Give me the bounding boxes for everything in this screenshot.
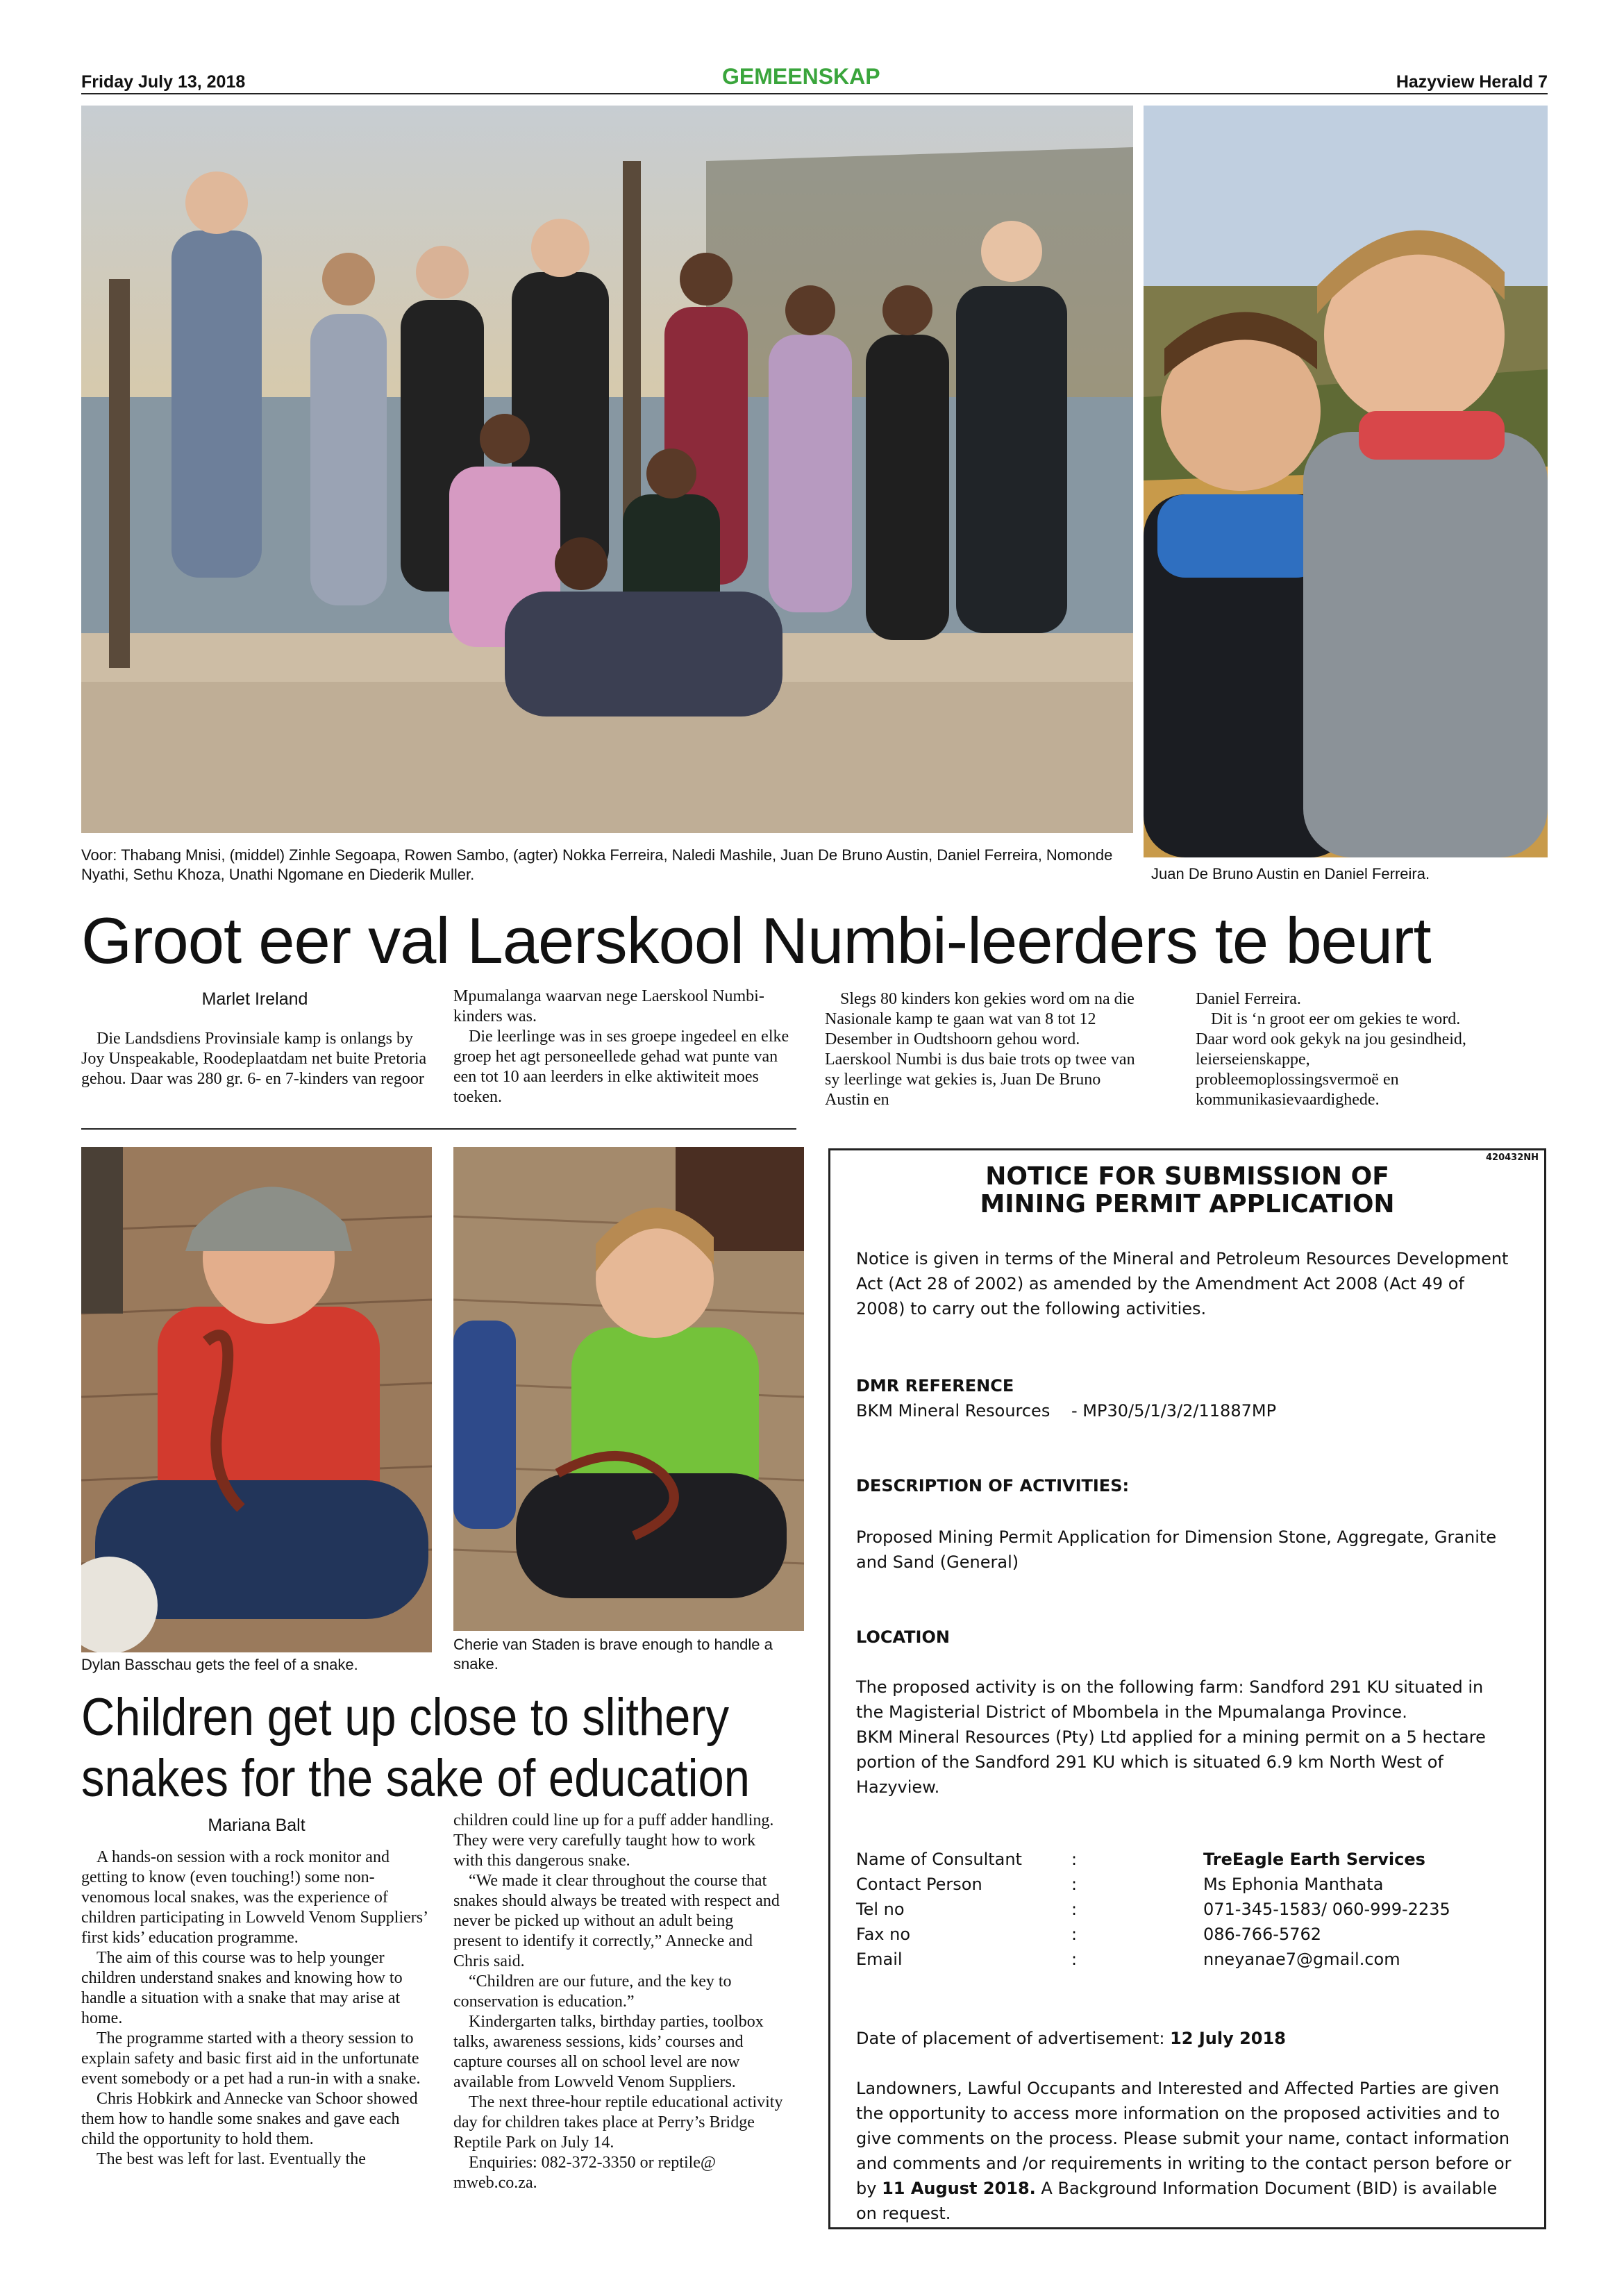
- contact-sep: :: [1071, 1925, 1078, 1944]
- contact-row-tel: [856, 1897, 1523, 1922]
- paragraph: The aim of this course was to help younger children understand snakes and knowing how to handle a situation with a snake that may arise at home.: [81, 1949, 403, 2027]
- contact-label: Fax no: [856, 1925, 911, 1944]
- location-heading: LOCATION: [856, 1627, 950, 1647]
- location-text-1: The proposed activity is on the following farm: Sandford 291 KU situated in the Magisterial District of Mbombela in the Mpumalanga Province.: [856, 1677, 1484, 1722]
- contact-row-email: [856, 1947, 1523, 1972]
- closing-date: 11 August 2018.: [882, 2179, 1036, 2198]
- paragraph: Daniel Ferreira.: [1196, 990, 1301, 1008]
- location-text-2: BKM Mineral Resources (Pty) Ltd applied for a mining permit on a 5 hectare portion of the Sandford 291 KU which is situated 6.9 km North West of Hazyview.: [856, 1727, 1486, 1797]
- description-heading: DESCRIPTION OF ACTIVITIES:: [856, 1476, 1130, 1495]
- story2-byline: Mariana Balt: [208, 1816, 305, 1835]
- cherie-snake-photo: [453, 1147, 804, 1631]
- contact-sep: :: [1071, 1875, 1078, 1894]
- boys-photo-caption: Juan De Bruno Austin en Daniel Ferreira.: [1151, 865, 1430, 882]
- contact-value: Ms Ephonia Manthata: [1203, 1875, 1384, 1894]
- paragraph: The programme started with a theory session to explain safety and basic first aid in the unfortunate event somebody or a pet had a run-in with a snake.: [81, 2029, 421, 2088]
- closing-tail: A Background Information Document (BID) is available on request.: [856, 2179, 1498, 2223]
- contact-row-person: [856, 1872, 1523, 1897]
- placement-date-label: Date of placement of advertisement:: [856, 2029, 1171, 2048]
- dylan-snake-photo: [81, 1147, 432, 1652]
- story1-col2: [453, 987, 804, 1107]
- notice-title: [828, 1163, 1546, 1218]
- description-text: Proposed Mining Permit Application for Dimension Stone, Aggregate, Granite and Sand (General): [856, 1527, 1497, 1572]
- paragraph: Die Landsdiens Provinsiale kamp is onlangs by Joy Unspeakable, Roodeplaatdam net buite Pretoria gehou. Daar was 280 gr. 6- en 7-kinders van regoor: [81, 1030, 427, 1088]
- paragraph: The best was left for last. Eventually the: [97, 2150, 366, 2168]
- contact-label: Email: [856, 1950, 903, 1969]
- paragraph: “We made it clear throughout the course that snakes should always be treated with respect and never be picked up without an adult being present to identify it correctly,” Annecke and Chris said.: [453, 1872, 780, 1970]
- contact-value: 071-345-1583/ 060-999-2235: [1203, 1900, 1450, 1919]
- notice-ref-code: 420432NH: [1486, 1153, 1539, 1163]
- contact-value[interactable]: nneyanae7@gmail.com: [1203, 1950, 1400, 1969]
- story1-col4: [1196, 989, 1487, 1110]
- story1-byline: Marlet Ireland: [201, 989, 308, 1009]
- contact-label: Name of Consultant: [856, 1850, 1022, 1869]
- paragraph: “Children are our future, and the key to conservation is education.”: [453, 1972, 732, 2011]
- story2-col2: [453, 1811, 783, 2193]
- placement-date: [856, 2026, 1516, 2051]
- story1-col1: [81, 1029, 428, 1089]
- paragraph: Kindergarten talks, birthday parties, toolbox talks, awareness sessions, kids’ courses and capture courses all on school level are now available from Lowveld Venom Suppliers.: [453, 2013, 764, 2091]
- boys-photo: [1144, 106, 1548, 857]
- paragraph: The next three-hour reptile educational activity day for children takes place at Perry’s Bridge Reptile Park on July 14.: [453, 2093, 783, 2152]
- contact-sep: :: [1071, 1900, 1078, 1919]
- dmr-heading: DMR REFERENCE: [856, 1376, 1014, 1396]
- dmr-reference: - MP30/5/1/3/2/11887MP: [1071, 1401, 1277, 1421]
- contact-label: Contact Person: [856, 1875, 982, 1894]
- cherie-caption: Cherie van Staden is brave enough to handle a snake.: [453, 1636, 773, 1673]
- notice-title-line1: NOTICE FOR SUBMISSION OF: [985, 1162, 1389, 1191]
- story-divider: [81, 1128, 796, 1130]
- paragraph: Dit is ‘n groot eer om gekies te word. Daar word ook gekyk na jou gesindheid, leierseienskappe, probleemoplossingsvermoë en kommunikasievaardighede.: [1196, 1010, 1466, 1109]
- paragraph: Mpumalanga waarvan nege Laerskool Numbi-kinders was.: [453, 987, 764, 1025]
- group-photo-caption: Voor: Thabang Mnisi, (middel) Zinhle Segoapa, Rowen Sambo, (agter) Nokka Ferreira, Naledi Mashile, Juan De Bruno Austin, Daniel Ferreira, Nomonde Nyathi, Sethu Khoza, Unathi Ngomane en Diederik Muller.: [81, 846, 1113, 883]
- header-rule: [81, 93, 1548, 94]
- contact-sep: :: [1071, 1850, 1078, 1869]
- notice-intro: Notice is given in terms of the Mineral and Petroleum Resources Development Act (Act 28 of 2002) as amended by the Amendment Act 2008 (Act 49 of 2008) to carry out the following activities.: [856, 1249, 1509, 1318]
- story1-col3: [825, 989, 1144, 1110]
- placement-date-value: 12 July 2018: [1170, 2029, 1286, 2048]
- dylan-caption: Dylan Basschau gets the feel of a snake.: [81, 1656, 358, 1673]
- story2-col1: [81, 1847, 432, 2170]
- contact-value: 086-766-5762: [1203, 1925, 1322, 1944]
- paragraph: children could line up for a puff adder handling. They were very carefully taught how to work with this dangerous snake.: [453, 1811, 774, 1870]
- contact-row-fax: [856, 1922, 1523, 1947]
- header-page: Hazyview Herald 7: [1396, 72, 1548, 92]
- contact-label: Tel no: [856, 1900, 905, 1919]
- location-text: [856, 1675, 1516, 1800]
- paragraph: Die leerlinge was in ses groepe ingedeel en elke groep het agt personeellede gehad wat punte van een tot 10 aan leerders in elke aktiwiteit moes toeken.: [453, 1028, 789, 1106]
- closing-body: Landowners, Lawful Occupants and Interested and Affected Parties are given the opportunity to access more information on the proposed activities and to give comments on the process. Please submit your name, contact information and comments and /or requirements in writing to the contact person before or by: [856, 2079, 1512, 2198]
- group-photo: [81, 106, 1133, 833]
- story2-headline: Children get up close to slithery snakes for the sake of education: [81, 1688, 750, 1808]
- paragraph: Chris Hobkirk and Annecke van Schoor showed them how to handle some snakes and gave each child the opportunity to hold them.: [81, 2090, 418, 2148]
- paragraph: Enquiries: 082-372-3350 or reptile@ mweb.co.za.: [453, 2154, 717, 2192]
- contact-sep: :: [1071, 1950, 1078, 1969]
- paragraph: Slegs 80 kinders kon gekies word om na die Nasionale kamp te gaan wat van 8 tot 12 Desember in Oudtshoorn gehou word. Laerskool Numbi is dus baie trots op twee van sy leerlinge wat gekies is, Juan De Bruno Austin en: [825, 990, 1135, 1109]
- story1-headline: Groot eer val Laerskool Numbi-leerders te beurt: [81, 904, 1431, 977]
- contact-table: [856, 1847, 1523, 1972]
- dmr-company: BKM Mineral Resources: [856, 1401, 1050, 1421]
- section-label: GEMEENSKAP: [722, 64, 880, 89]
- notice-title-line2: MINING PERMIT APPLICATION: [980, 1190, 1395, 1218]
- paragraph: A hands-on session with a rock monitor and getting to know (even touching!) some non-venomous local snakes, was the experience of children participating in Lowveld Venom Suppliers’ first kids’ education programme.: [81, 1848, 428, 1947]
- contact-row-consultant: [856, 1847, 1523, 1872]
- contact-value: TreEagle Earth Services: [1203, 1850, 1425, 1869]
- header-date: Friday July 13, 2018: [81, 72, 246, 92]
- closing-text: [856, 2076, 1523, 2226]
